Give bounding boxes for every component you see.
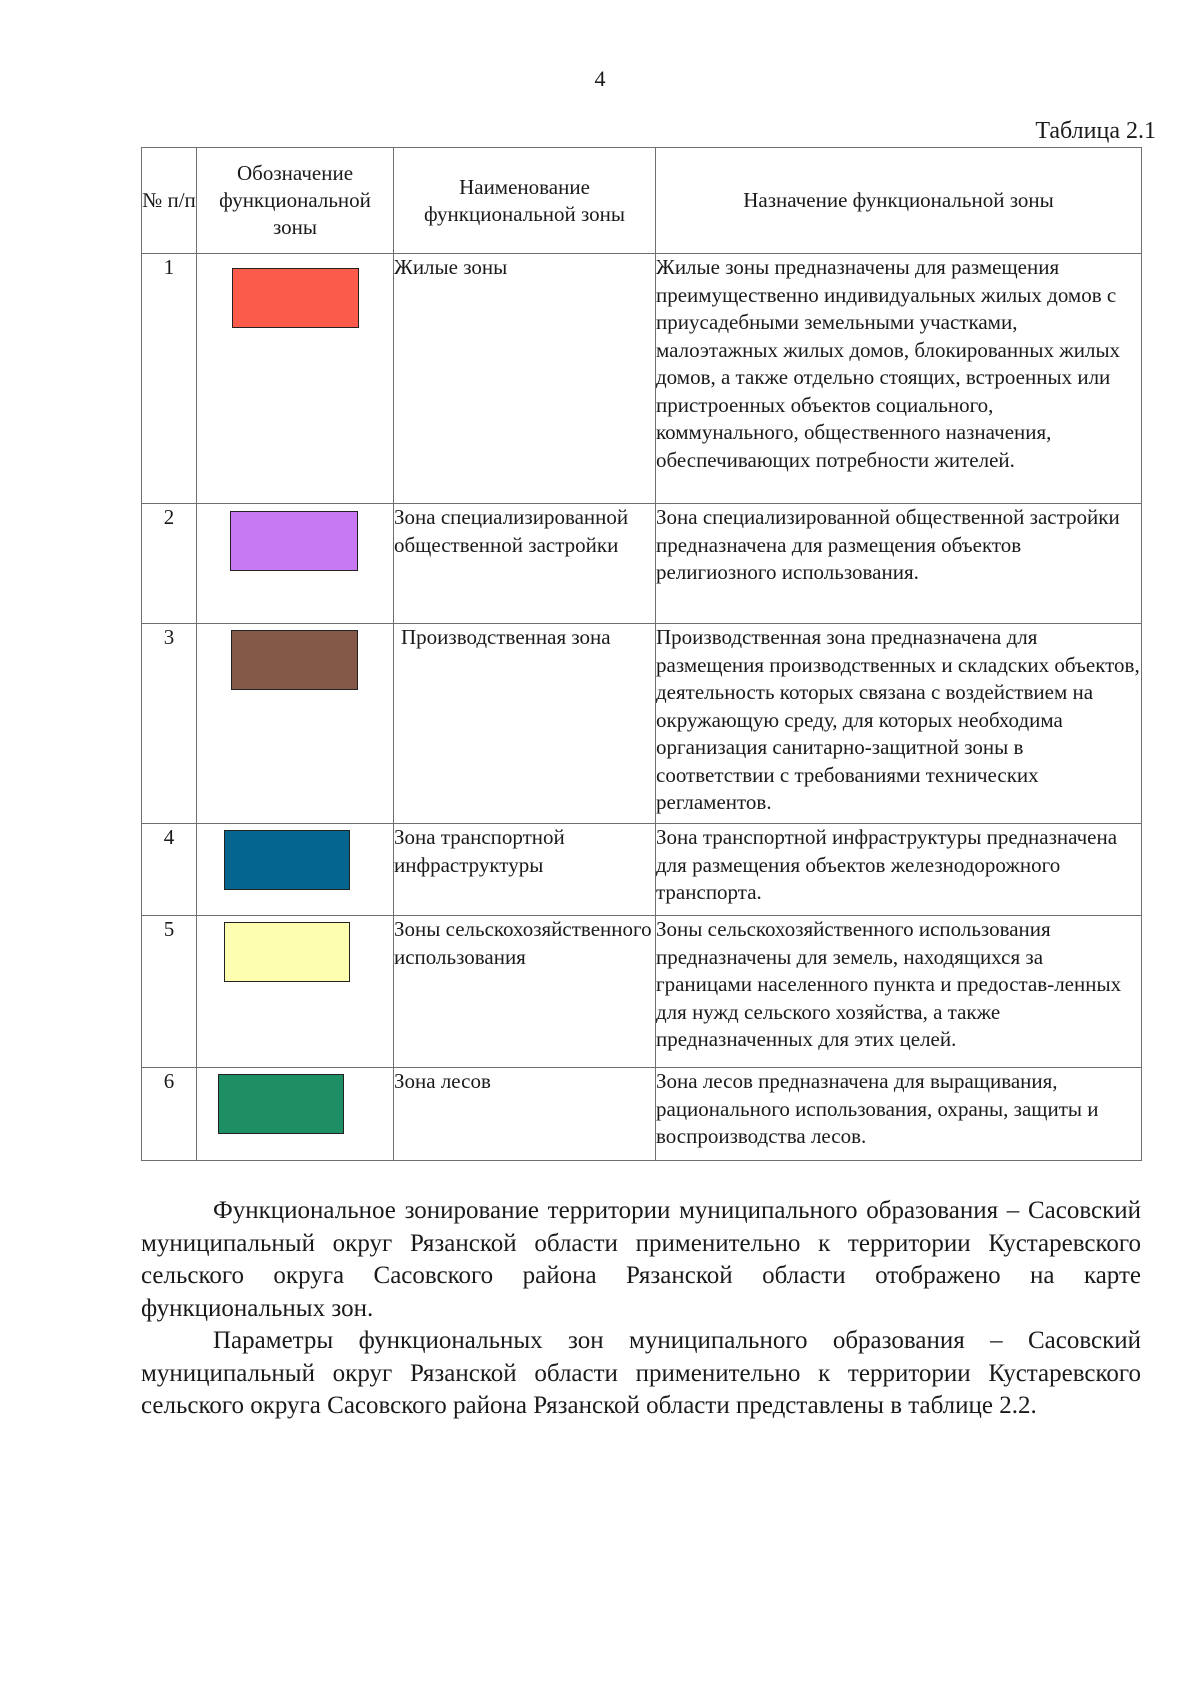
residential-zone-swatch (232, 268, 359, 328)
table-row (142, 824, 1142, 916)
zone-name: Зона лесов (394, 1068, 656, 1161)
table-row (142, 916, 1142, 1068)
row-number: 4 (142, 824, 197, 916)
zone-purpose: Зоны сельскохозяйственного использования предназначены для земель, находящихся за границами населенного пункта и предостав-ленных для нужд сельского хозяйства, а также предназначенных для этих целей. (656, 916, 1142, 1068)
swatch-cell (197, 916, 394, 1068)
zone-purpose: Жилые зоны предназначены для размещения преимущественно индивидуальных жилых домов с приусадебными земельными участками, малоэтажных жилых домов, блокированных жилых домов, а также отдельно стоящих, встроенных или пристроенных объектов социального, коммунального, общественного назначения, обеспечивающих потребности жителей. (656, 254, 1142, 504)
functional-zones-table (141, 147, 1142, 1161)
row-number: 3 (142, 624, 197, 824)
zone-name: Зоны сельскохозяйственного использования (394, 916, 656, 1068)
table-row (142, 254, 1142, 504)
table-row (142, 504, 1142, 624)
agricultural-zone-swatch (224, 922, 350, 982)
swatch-cell (197, 1068, 394, 1161)
zone-name: Производственная зона (394, 624, 656, 824)
paragraph: Функциональное зонирование территории муниципального образования – Сасовский муниципальный округ Рязанской области применительно к территории Кустаревского сельского округа Сасовского района Рязанской области отображено на карте функциональных зон. (141, 1197, 1141, 1322)
zone-purpose: Зона транспортной инфраструктуры предназначена для размещения объектов железнодорожного транспорта. (656, 824, 1142, 916)
body-text (141, 1195, 1141, 1423)
table-row (142, 624, 1142, 824)
swatch-cell (197, 624, 394, 824)
swatch-cell (197, 824, 394, 916)
page-number: 4 (594, 66, 606, 91)
zone-purpose: Производственная зона предназначена для размещения производственных и складских объектов, деятельность которых связана с воздействием на окружающую среду, для которых необходима организация санитарно-защитной зоны в соответствии с требованиями технических регламентов. (656, 624, 1142, 824)
specialized-public-zone-swatch (230, 511, 358, 571)
forest-zone-swatch (218, 1074, 344, 1134)
zone-name: Жилые зоны (394, 254, 656, 504)
zone-purpose: Зона специализированной общественной застройки предназначена для размещения объектов религиозного использования. (656, 504, 1142, 624)
swatch-cell (197, 504, 394, 624)
row-number: 2 (142, 504, 197, 624)
paragraph: Параметры функциональных зон муниципального образования – Сасовский муниципальный округ Рязанской области применительно к территории Кустаревского сельского округа Сасовского района Рязанской области представлены в таблице 2.2. (141, 1327, 1141, 1419)
table-caption: Таблица 2.1 (1035, 118, 1156, 144)
header-num: № п/п (142, 148, 197, 254)
row-number: 1 (142, 254, 197, 504)
header-designation: Обозначение функциональной зоны (197, 148, 394, 254)
row-number: 5 (142, 916, 197, 1068)
industrial-zone-swatch (231, 630, 358, 690)
zone-name: Зона специализированной общественной застройки (394, 504, 656, 624)
row-number: 6 (142, 1068, 197, 1161)
swatch-cell (197, 254, 394, 504)
zone-name: Зона транспортной инфраструктуры (394, 824, 656, 916)
table-row (142, 1068, 1142, 1161)
header-name: Наименование функциональной зоны (394, 148, 656, 254)
table-header-row (142, 148, 1142, 254)
transport-zone-swatch (224, 830, 350, 890)
zone-purpose: Зона лесов предназначена для выращивания, рационального использования, охраны, защиты и воспроизводства лесов. (656, 1068, 1142, 1161)
header-purpose: Назначение функциональной зоны (656, 148, 1142, 254)
